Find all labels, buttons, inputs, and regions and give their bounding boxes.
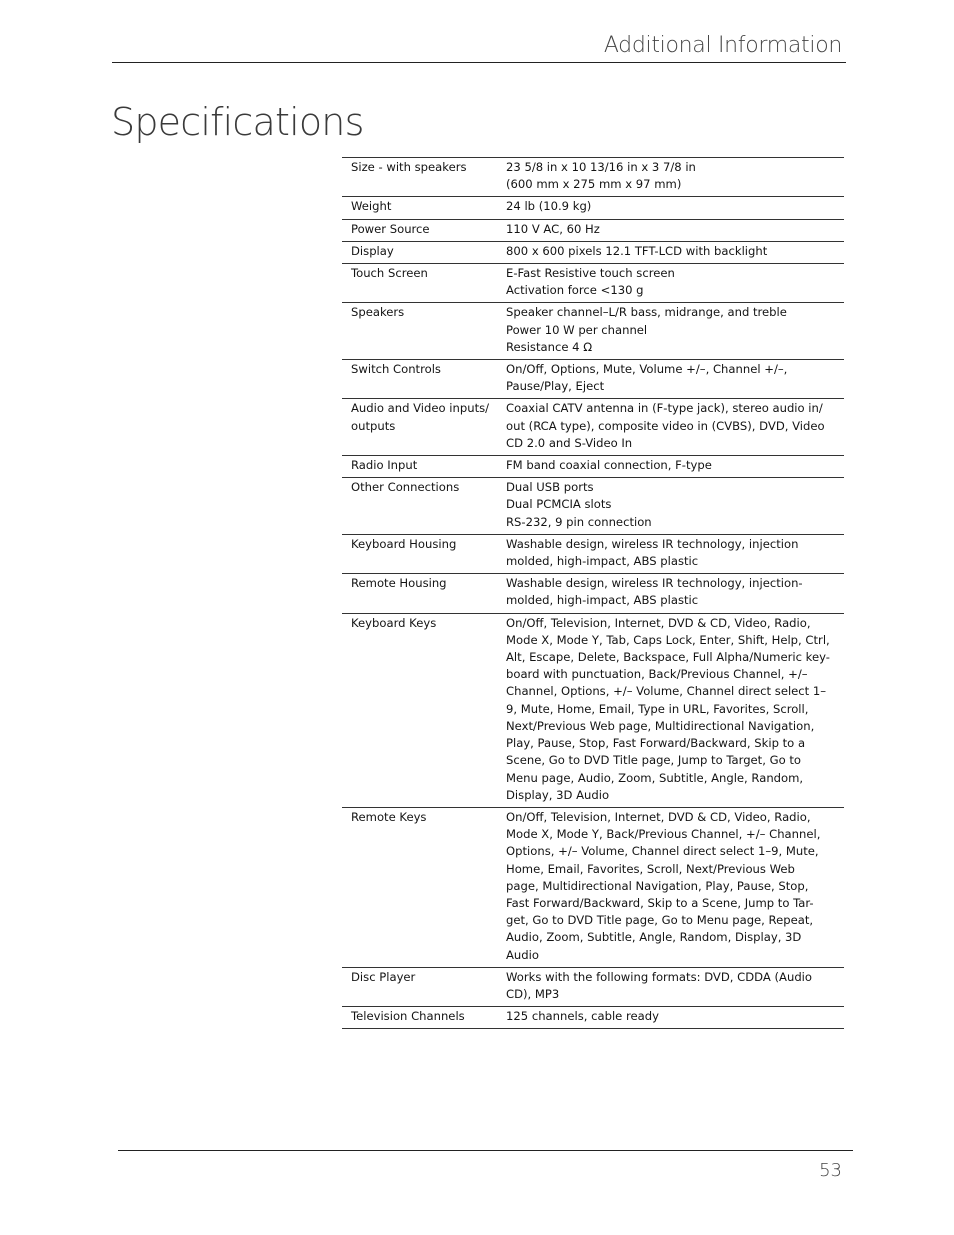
spec-label-line: Size - with speakers: [351, 160, 467, 174]
spec-label: [342, 399, 506, 456]
spec-value-line: molded, high-impact, ABS plastic: [506, 554, 699, 569]
spec-label-line: Speakers: [351, 305, 405, 320]
spec-value: [506, 456, 844, 478]
spec-label: [342, 967, 506, 1006]
spec-value: [506, 478, 844, 535]
spec-label-line: Keyboard Keys: [351, 615, 437, 630]
spec-value-line: CD 2.0 and S-Video In: [506, 435, 633, 450]
spec-value: [506, 613, 844, 807]
spec-value-line: 110 V AC, 60 Hz: [506, 221, 600, 236]
spec-row: [342, 360, 844, 399]
spec-value: [506, 1007, 844, 1029]
spec-value-line: Coaxial CATV antenna in (F-type jack), stereo audio in/: [506, 401, 823, 416]
spec-value-line: RS-232, 9 pin connection: [506, 514, 652, 529]
spec-value-line: Channel, Options, +/– Volume, Channel direct select 1–: [506, 684, 827, 699]
spec-row: [342, 613, 844, 807]
spec-value-line: Dual PCMCIA slots: [506, 497, 612, 512]
spec-row: [342, 456, 844, 478]
spec-label-line: Touch Screen: [351, 266, 428, 281]
spec-label-line: outputs: [351, 418, 396, 433]
spec-value-line: (600 mm x 275 mm x 97 mm): [506, 177, 682, 192]
spec-value-line: Play, Pause, Stop, Fast Forward/Backward, Skip to a: [506, 736, 806, 751]
spec-value: [506, 219, 844, 241]
spec-value-line: Audio: [506, 947, 539, 962]
spec-row: [342, 807, 844, 967]
running-header: Additional Information: [603, 33, 842, 58]
spec-label-line: Switch Controls: [351, 362, 441, 377]
spec-label-line: Keyboard Housing: [351, 536, 457, 551]
spec-row: [342, 967, 844, 1006]
spec-value-line: Options, +/– Volume, Channel direct select 1–9, Mute,: [506, 844, 819, 859]
spec-row: [342, 158, 844, 197]
spec-value-line: Menu page, Audio, Zoom, Subtitle, Angle, Random,: [506, 770, 804, 785]
spec-value: [506, 197, 844, 219]
spec-label: [342, 264, 506, 303]
spec-value-line: Display, 3D Audio: [506, 787, 610, 802]
page-number: 53: [819, 1160, 842, 1181]
spec-value-line: Dual USB ports: [506, 480, 594, 495]
spec-row: [342, 241, 844, 263]
spec-value-line: page, Multidirectional Navigation, Play, Pause, Stop,: [506, 878, 809, 893]
spec-value-line: FM band coaxial connection, F-type: [506, 458, 712, 473]
spec-value-line: 125 channels, cable ready: [506, 1009, 659, 1024]
spec-label-line: Television Channels: [351, 1009, 465, 1024]
spec-value-line: Resistance 4 Ω: [506, 339, 593, 354]
spec-value-line: out (RCA type), composite video in (CVBS), DVD, Video: [506, 418, 825, 433]
spec-value-line: On/Off, Television, Internet, DVD & CD, Video, Radio,: [506, 809, 811, 824]
spec-label-line: Radio Input: [351, 458, 418, 473]
spec-row: [342, 399, 844, 456]
spec-value: [506, 264, 844, 303]
spec-label-line: Other Connections: [351, 480, 460, 495]
spec-value: [506, 303, 844, 360]
spec-label-line: Audio and Video inputs/: [351, 401, 490, 416]
spec-label: [342, 197, 506, 219]
spec-value-line: Mode X, Mode Y, Tab, Caps Lock, Enter, Shift, Help, Ctrl,: [506, 632, 830, 647]
spec-label: [342, 613, 506, 807]
spec-label: [342, 478, 506, 535]
spec-row: [342, 478, 844, 535]
spec-label: [342, 360, 506, 399]
specifications-table-body: [342, 158, 844, 1029]
spec-value-line: molded, high-impact, ABS plastic: [506, 593, 699, 608]
spec-value-line: Alt, Escape, Delete, Backspace, Full Alpha/Numeric key-: [506, 650, 830, 665]
spec-value-line: Pause/Play, Eject: [506, 379, 605, 394]
spec-value-line: Works with the following formats: DVD, CDDA (Audio: [506, 969, 812, 984]
spec-value: [506, 360, 844, 399]
spec-value-line: 23 5/8 in x 10 13/16 in x 3 7/8 in: [506, 160, 696, 174]
spec-row: [342, 1007, 844, 1029]
spec-value-line: CD), MP3: [506, 986, 560, 1001]
spec-label: [342, 241, 506, 263]
spec-value-line: Fast Forward/Backward, Skip to a Scene, Jump to Tar-: [506, 895, 814, 910]
spec-value-line: 800 x 600 pixels 12.1 TFT-LCD with backlight: [506, 243, 768, 258]
spec-value: [506, 574, 844, 613]
spec-label: [342, 158, 506, 197]
spec-value-line: Washable design, wireless IR technology, injection: [506, 536, 799, 551]
spec-value: [506, 158, 844, 197]
spec-value-line: Next/Previous Web page, Multidirectional Navigation,: [506, 718, 815, 733]
spec-label: [342, 534, 506, 573]
spec-label: [342, 303, 506, 360]
footer-divider: [118, 1150, 853, 1151]
spec-label: [342, 1007, 506, 1029]
spec-value-line: Home, Email, Favorites, Scroll, Next/Previous Web: [506, 861, 795, 876]
spec-value-line: 9, Mute, Home, Email, Type in URL, Favorites, Scroll,: [506, 701, 809, 716]
spec-row: [342, 534, 844, 573]
spec-value-line: Washable design, wireless IR technology, injection-: [506, 576, 803, 591]
spec-row: [342, 264, 844, 303]
spec-label: [342, 574, 506, 613]
spec-value-line: 24 lb (10.9 kg): [506, 199, 592, 214]
spec-label: [342, 807, 506, 967]
page-title: Specifications: [111, 100, 364, 144]
spec-value-line: get, Go to DVD Title page, Go to Menu page, Repeat,: [506, 913, 814, 928]
spec-row: [342, 219, 844, 241]
spec-value-line: Audio, Zoom, Subtitle, Angle, Random, Display, 3D: [506, 930, 802, 945]
spec-label: [342, 219, 506, 241]
spec-label-line: Power Source: [351, 221, 430, 236]
spec-value: [506, 241, 844, 263]
spec-value-line: Speaker channel–L/R bass, midrange, and treble: [506, 305, 787, 320]
spec-value-line: Power 10 W per channel: [506, 322, 648, 337]
spec-label: [342, 456, 506, 478]
spec-value-line: On/Off, Television, Internet, DVD & CD, Video, Radio,: [506, 615, 811, 630]
spec-label-line: Weight: [351, 199, 392, 214]
spec-value-line: On/Off, Options, Mute, Volume +/–, Channel +/–,: [506, 362, 788, 377]
spec-label-line: Display: [351, 243, 394, 258]
spec-row: [342, 574, 844, 613]
specifications-table: [342, 157, 844, 1029]
spec-value-line: Scene, Go to DVD Title page, Jump to Target, Go to: [506, 753, 801, 768]
spec-value: [506, 534, 844, 573]
spec-value-line: Mode X, Mode Y, Back/Previous Channel, +/– Channel,: [506, 827, 821, 842]
spec-label-line: Disc Player: [351, 969, 416, 984]
spec-label-line: Remote Housing: [351, 576, 447, 591]
spec-value-line: E-Fast Resistive touch screen: [506, 266, 675, 281]
spec-value: [506, 399, 844, 456]
spec-value-line: Activation force <130 g: [506, 283, 644, 298]
header-divider: [112, 62, 846, 63]
spec-value: [506, 967, 844, 1006]
spec-row: [342, 197, 844, 219]
spec-value: [506, 807, 844, 967]
spec-label-line: Remote Keys: [351, 809, 427, 824]
spec-value-line: board with punctuation, Back/Previous Channel, +/–: [506, 667, 808, 682]
spec-row: [342, 303, 844, 360]
